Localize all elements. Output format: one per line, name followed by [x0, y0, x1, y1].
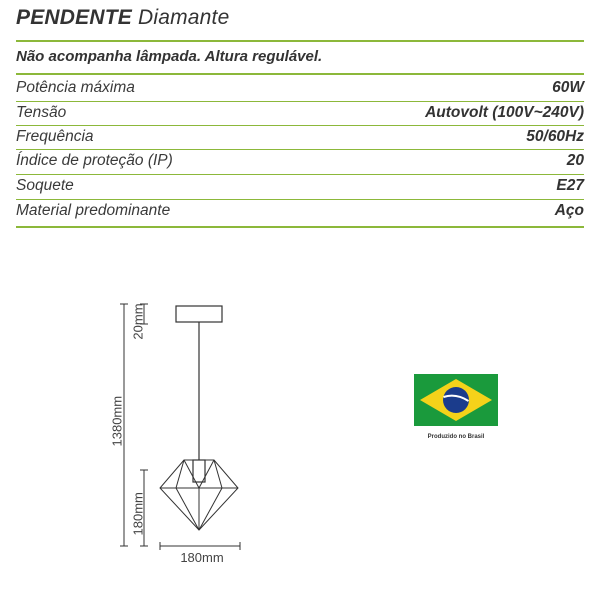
note-divider	[16, 73, 584, 75]
total-height-label: 1380mm	[109, 395, 125, 447]
pendant-drawing	[100, 290, 280, 570]
made-in-brazil-badge	[414, 374, 498, 446]
canopy-height-label: 20mm	[130, 303, 146, 340]
spec-label: Tensão	[16, 104, 67, 121]
spec-label: Material predominante	[16, 202, 171, 219]
pendant-diagram	[100, 290, 280, 570]
spec-row	[16, 102, 584, 126]
spec-value: Autovolt (100V~240V)	[425, 104, 584, 121]
spec-value: Aço	[554, 202, 584, 219]
spec-label: Índice de proteção (IP)	[16, 152, 173, 169]
spec-value: 60W	[552, 79, 584, 96]
socket-shape	[193, 460, 205, 482]
origin-caption: Produzido no Brasil	[427, 434, 485, 440]
spec-row	[16, 126, 584, 150]
spec-label: Frequência	[16, 128, 94, 145]
spec-row	[16, 200, 584, 224]
spec-value: E27	[556, 177, 584, 194]
shade-height-label: 180mm	[130, 492, 146, 536]
spec-value: 50/60Hz	[526, 128, 584, 145]
product-title	[16, 6, 229, 30]
spec-table-bottom	[16, 226, 584, 228]
shade-width-label: 180mm	[180, 550, 224, 565]
canopy-shape	[176, 306, 222, 322]
spec-label: Soquete	[16, 177, 74, 194]
spec-label: Potência máxima	[16, 79, 135, 96]
product-model: Diamante	[131, 6, 230, 29]
spec-row	[16, 150, 584, 174]
spec-row	[16, 77, 584, 101]
brazil-flag-icon	[414, 374, 498, 432]
spec-value: 20	[566, 152, 584, 169]
product-note: Não acompanha lâmpada. Altura regulável.	[16, 48, 323, 65]
spec-row	[16, 175, 584, 199]
title-divider	[16, 40, 584, 42]
product-type: PENDENTE	[16, 6, 132, 29]
